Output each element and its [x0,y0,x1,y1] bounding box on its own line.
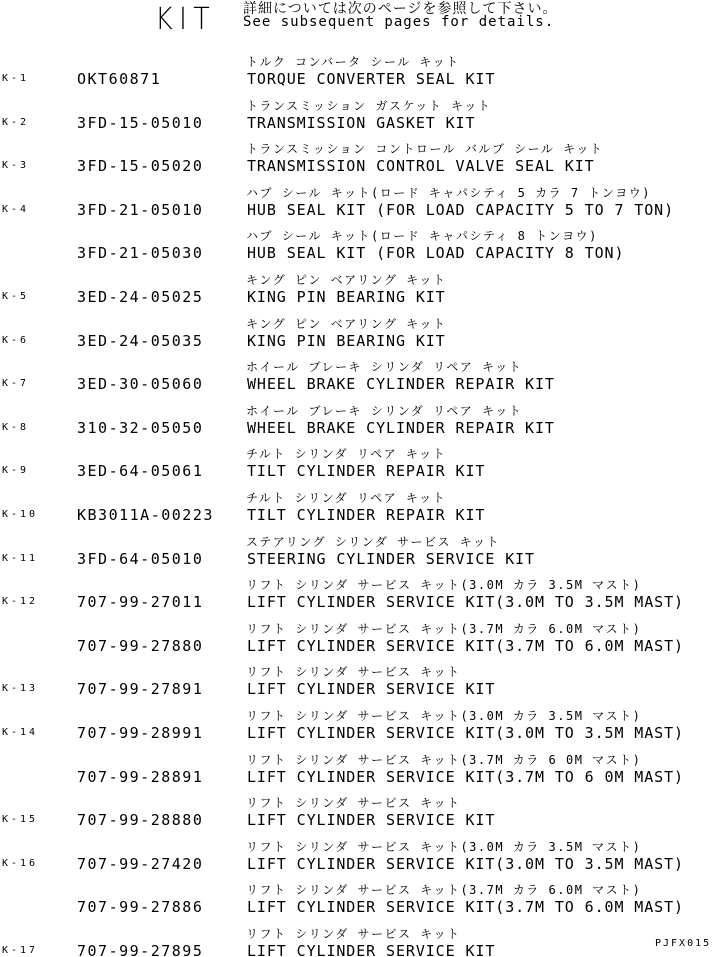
kit-row [0,662,722,706]
part-number: 3ED-64-05061 [77,462,204,481]
page-title: KIT [155,2,217,37]
kit-number: K-17 [2,945,39,956]
part-number: 707-99-27420 [77,854,204,873]
part-name-japanese: リフト シリンダ サービス キット [246,665,461,680]
part-number: 707-99-27880 [77,636,204,655]
part-name-japanese: リフト シリンダ サービス キット(3.0M カラ 3.5M マスト) [246,578,642,593]
kit-row [0,706,722,750]
part-number: 3ED-24-05025 [77,288,204,306]
part-name-english: TRANSMISSION CONTROL VALVE SEAL KIT [247,157,595,176]
kit-number: K-10 [2,509,39,520]
part-name-english: LIFT CYLINDER SERVICE KIT(3.7M TO 6.0M MAST) [247,636,684,655]
kit-number: K-12 [2,596,39,608]
part-name-japanese: リフト シリンダ サービス キット(3.0M カラ 3.5M マスト) [246,839,642,854]
kit-row [0,52,722,96]
part-name-english: TILT CYLINDER REPAIR KIT [247,462,486,481]
part-number: 707-99-27891 [77,680,204,699]
part-name-japanese: チルト シリンダ リペア キット [246,491,447,505]
kit-row [0,139,722,183]
part-name-english: TORQUE CONVERTER SEAL KIT [247,70,496,88]
part-number: 310-32-05050 [77,418,204,437]
part-name-english: STEERING CYLINDER SERVICE KIT [247,549,535,568]
part-name-english: LIFT CYLINDER SERVICE KIT [247,811,496,830]
kit-row [0,444,722,488]
part-name-japanese: リフト シリンダ サービス キット(3.7M カラ 6.0M マスト) [246,621,642,636]
part-number: 3FD-21-05010 [77,200,204,219]
part-number: 3FD-21-05030 [77,244,204,263]
part-name-japanese: ホイール ブレーキ シリンダ リペア キット [246,360,523,375]
part-name-english: KING PIN BEARING KIT [247,288,446,306]
kit-number: K-15 [2,814,39,826]
part-name-english: TRANSMISSION GASKET KIT [247,113,476,132]
part-name-english: LIFT CYLINDER SERVICE KIT [247,942,496,957]
kit-row [0,488,722,532]
part-name-japanese: リフト シリンダ サービス キット [246,927,461,941]
part-number: 707-99-28991 [77,724,204,742]
part-name-japanese: リフト シリンダ サービス キット(3.7M カラ 6.0M マスト) [246,883,642,898]
kit-number: K-8 [2,421,30,433]
part-name-english: LIFT CYLINDER SERVICE KIT(3.7M TO 6 0M MAST) [247,767,684,786]
part-name-japanese: トランスミッション コントロール バルブ シール キット [246,142,604,157]
kit-row [0,532,722,576]
part-name-english: LIFT CYLINDER SERVICE KIT [247,680,496,699]
part-name-english: HUB SEAL KIT (FOR LOAD CAPACITY 5 TO 7 TON) [247,200,675,219]
kit-row [0,183,722,227]
part-name-japanese: トルク コンバータ シール キット [246,55,460,69]
part-number: 3ED-24-05035 [77,331,204,350]
kit-row [0,837,722,881]
part-number: 3ED-30-05060 [77,375,204,394]
part-number: 707-99-28880 [77,811,204,830]
kit-number: K-6 [2,334,30,346]
kit-row [0,96,722,140]
part-number: OKT60871 [77,70,162,88]
details-note-english: See subsequent pages for details. [243,14,555,30]
kit-number: K-14 [2,727,39,738]
part-number: 3FD-64-05010 [77,549,204,568]
part-name-japanese: ステアリング シリンダ サービス キット [246,534,500,549]
kit-row [0,575,722,619]
kit-row [0,924,722,957]
part-number: 3FD-15-05020 [77,157,204,176]
part-number: KB3011A-00223 [77,506,214,524]
kit-number: K-1 [2,73,30,84]
part-name-english: KING PIN BEARING KIT [247,331,446,350]
part-name-english: LIFT CYLINDER SERVICE KIT(3.0M TO 3.5M MAST) [247,724,684,742]
kit-row [0,314,722,358]
kit-row [0,226,722,270]
kit-number: K-9 [2,465,30,477]
kit-number: K-16 [2,857,39,869]
kit-row [0,793,722,837]
kit-number: K-3 [2,160,30,172]
page-code: PJFX015 [655,938,712,949]
kit-number: K-11 [2,552,39,564]
part-name-japanese: リフト シリンダ サービス キット(3.0M カラ 3.5M マスト) [246,709,642,723]
kit-number: K-7 [2,378,30,390]
kit-row [0,750,722,794]
part-name-japanese: ホイール ブレーキ シリンダ リペア キット [246,403,523,418]
part-name-japanese: ハブ シール キット(ロード キャパシティ 8 トンヨウ) [246,229,598,244]
kit-number: K-2 [2,116,30,128]
part-number: 3FD-15-05010 [77,113,204,132]
kit-row [0,401,722,445]
part-number: 707-99-27886 [77,898,204,917]
part-name-japanese: リフト シリンダ サービス キット [246,796,461,811]
part-name-english: WHEEL BRAKE CYLINDER REPAIR KIT [247,375,555,394]
part-name-english: LIFT CYLINDER SERVICE KIT(3.0M TO 3.5M MAST) [247,593,684,612]
kit-row [0,357,722,401]
kit-number: K-13 [2,683,39,695]
part-number: 707-99-27011 [77,593,204,612]
part-number: 707-99-28891 [77,767,204,786]
part-name-japanese: チルト シリンダ リペア キット [246,447,447,462]
part-name-japanese: キング ピン ベアリング キット [246,316,447,331]
kit-number: K-4 [2,203,30,215]
kit-number: K-5 [2,291,30,302]
part-name-japanese: リフト シリンダ サービス キット(3.7M カラ 6 0M マスト) [246,752,642,767]
kit-row [0,619,722,663]
part-name-english: WHEEL BRAKE CYLINDER REPAIR KIT [247,418,555,437]
details-note-japanese: 詳細については次のページを参照して下さい。 [243,1,558,17]
part-name-english: LIFT CYLINDER SERVICE KIT(3.0M TO 3.5M MAST) [247,854,684,873]
part-name-japanese: ハブ シール キット(ロード キャパシティ 5 カラ 7 トンヨウ) [246,185,652,200]
part-name-english: HUB SEAL KIT (FOR LOAD CAPACITY 8 TON) [247,244,625,263]
part-name-english: TILT CYLINDER REPAIR KIT [247,506,486,524]
part-name-japanese: トランスミッション ガスケット キット [246,98,492,113]
part-name-japanese: キング ピン ベアリング キット [246,273,447,287]
kit-row [0,270,722,314]
part-number: 707-99-27895 [77,942,204,957]
kit-row [0,880,722,924]
part-name-english: LIFT CYLINDER SERVICE KIT(3.7M TO 6.0M MAST) [247,898,684,917]
